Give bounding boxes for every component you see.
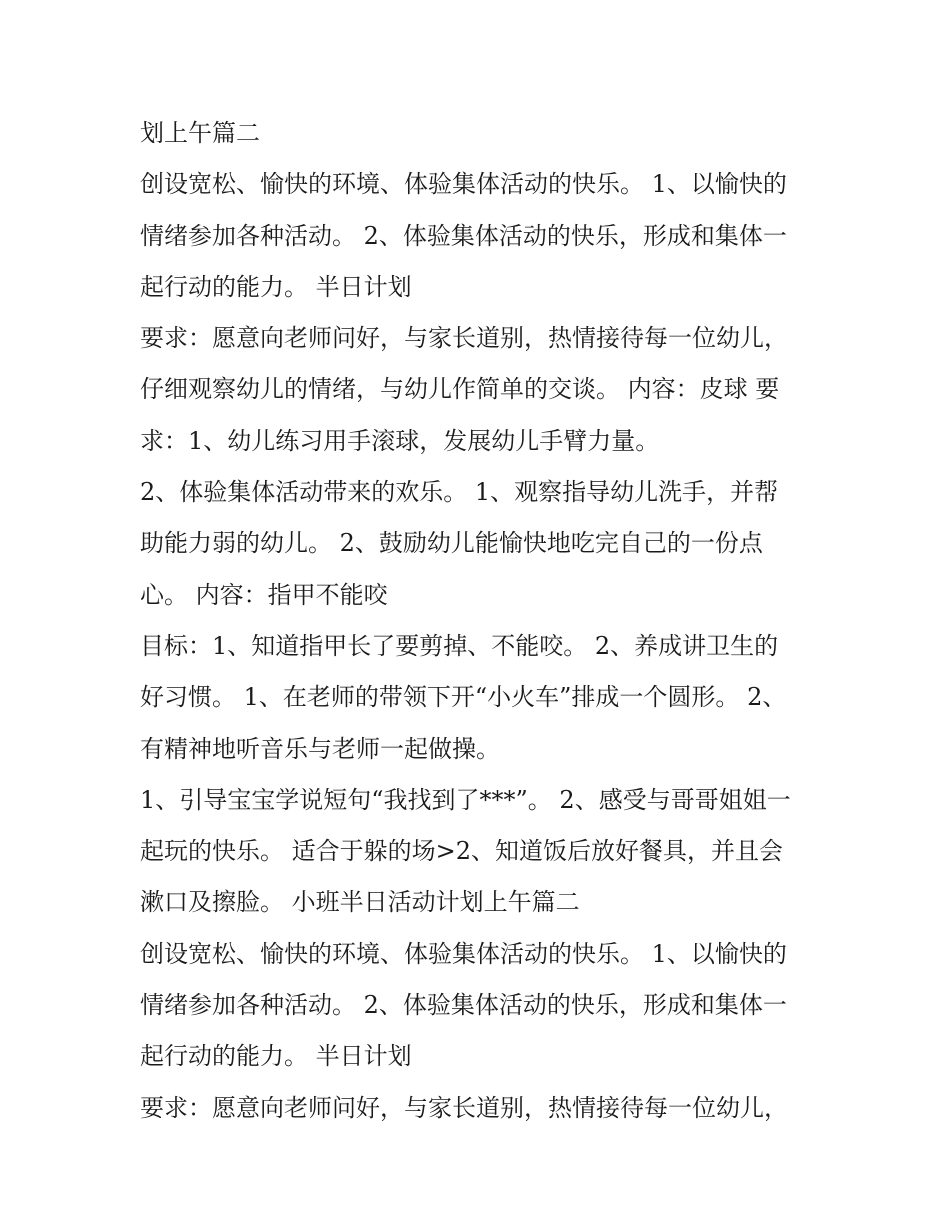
text-line: 创设宽松、愉快的环境、体验集体活动的快乐。 1、以愉快的	[140, 170, 787, 199]
text-line: 要求：愿意向老师问好，与家长道别，热情接待每一位幼儿，	[140, 1093, 788, 1122]
text-line: 求：1、幼儿练习用手滚球，发展幼儿手臂力量。	[140, 426, 660, 455]
text-line: 仔细观察幼儿的情绪，与幼儿作简单的交谈。 内容：皮球 要	[140, 375, 780, 404]
text-line: 起玩的快乐。 适合于躲的场>2、知道饭后放好餐具，并且会	[140, 837, 784, 866]
text-line: 1、引导宝宝学说短句“我找到了***”。 2、感受与哥哥姐姐一	[140, 785, 791, 814]
text-line: 起行动的能力。 半日计划	[140, 272, 412, 301]
text-line: 漱口及擦脸。 小班半日活动计划上午篇二	[140, 888, 580, 917]
text-line: 2、体验集体活动带来的欢乐。 1、观察指导幼儿洗手，并帮	[140, 478, 779, 507]
text-line: 情绪参加各种活动。 2、体验集体活动的快乐，形成和集体一	[140, 991, 787, 1020]
text-line: 要求：愿意向老师问好，与家长道别，热情接待每一位幼儿，	[140, 324, 788, 353]
text-line: 目标：1、知道指甲长了要剪掉、不能咬。 2、养成讲卫生的	[140, 631, 779, 660]
document-body	[140, 108, 820, 1134]
text-line: 情绪参加各种活动。 2、体验集体活动的快乐，形成和集体一	[140, 221, 787, 250]
text-line: 创设宽松、愉快的环境、体验集体活动的快乐。 1、以愉快的	[140, 939, 787, 968]
text-line: 心。 内容：指甲不能咬	[140, 580, 388, 609]
text-line: 起行动的能力。 半日计划	[140, 1042, 412, 1071]
text-line: 划上午篇二	[140, 119, 260, 147]
text-line: 助能力弱的幼儿。 2、鼓励幼儿能愉快地吃完自己的一份点	[140, 529, 763, 558]
text-line: 好习惯。 1、在老师的带领下开“小火车”排成一个圆形。 2、	[140, 683, 787, 712]
text-line: 有精神地听音乐与老师一起做操。	[140, 734, 500, 763]
